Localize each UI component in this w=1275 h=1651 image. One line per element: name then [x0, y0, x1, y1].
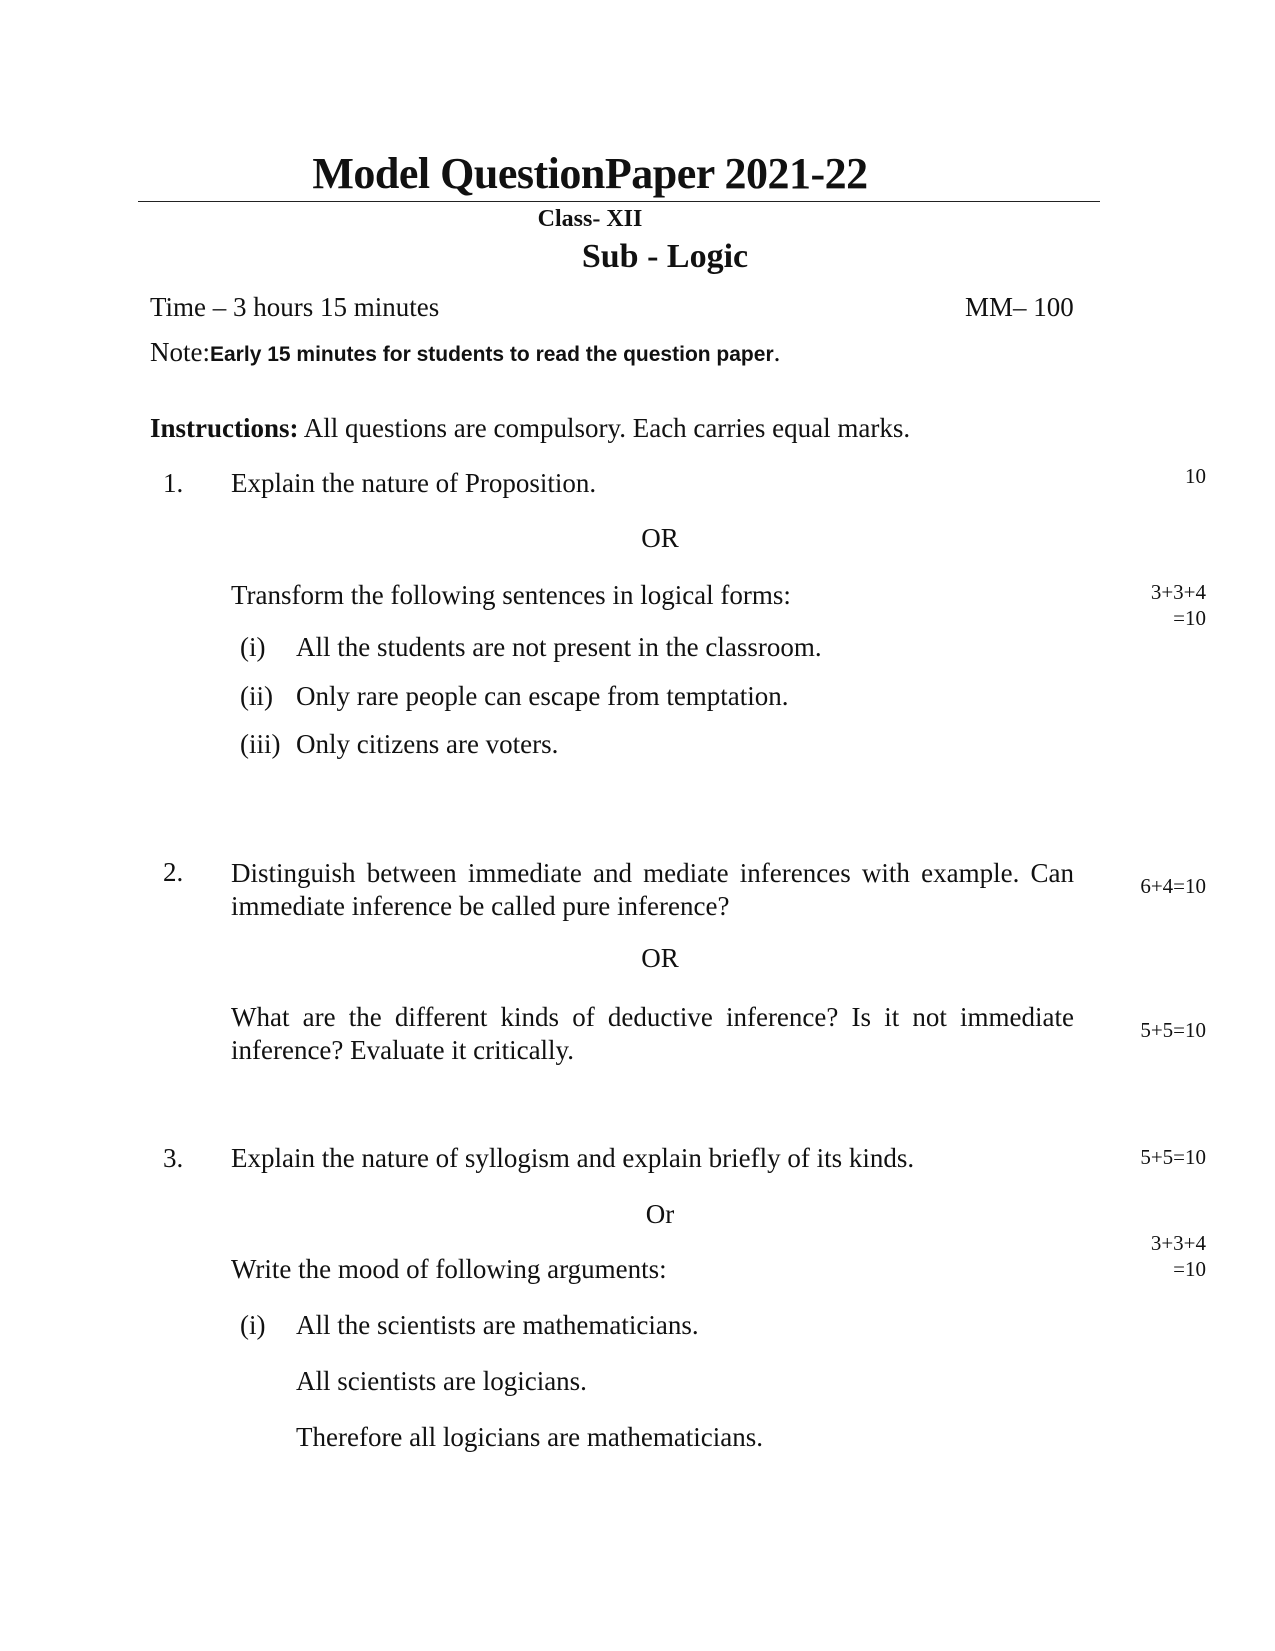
q1-sub-text: All the students are not present in the classroom.: [296, 632, 822, 662]
subject-label: Sub - Logic: [581, 238, 749, 275]
q3-argument-line: Therefore all logicians are mathematicians.: [296, 1422, 764, 1452]
q1-alt-marks-1: 3+3+4: [1150, 580, 1206, 604]
note-end: .: [773, 337, 781, 367]
q1-sub-label: (iii): [240, 729, 281, 759]
q3-text: Explain the nature of syllogism and explain briefly of its kinds.: [231, 1143, 915, 1173]
note-label: Note:: [150, 337, 210, 367]
q3-number: 3.: [163, 1143, 184, 1173]
class-label: Class- XII: [537, 206, 643, 232]
q3-argument-line: All the scientists are mathematicians.: [296, 1310, 699, 1340]
q1-sub-label: (ii): [240, 681, 273, 711]
q3-alt-text: Write the mood of following arguments:: [231, 1254, 667, 1284]
paper-title: Model QuestionPaper 2021-22: [312, 149, 868, 198]
q1-sub-text: Only rare people can escape from temptation.: [296, 681, 789, 711]
instructions: [150, 413, 910, 444]
q3-alt-marks-1: 3+3+4: [1150, 1231, 1206, 1255]
q3-argument-line: All scientists are logicians.: [296, 1366, 587, 1396]
title-divider: [138, 201, 1100, 202]
q1-or: OR: [641, 523, 679, 553]
max-marks: MM– 100: [965, 292, 1074, 322]
instructions-label: Instructions:: [150, 413, 299, 443]
q2-marks: 6+4=10: [1140, 874, 1206, 898]
q3-marks: 5+5=10: [1140, 1145, 1206, 1169]
q3-alt-marks-2: =10: [1173, 1257, 1206, 1281]
q1-alt-text: Transform the following sentences in logical forms:: [231, 580, 791, 610]
q1-alt-marks-2: =10: [1173, 606, 1206, 630]
q1-sub-text: Only citizens are voters.: [296, 729, 559, 759]
q2-or: OR: [641, 943, 679, 973]
q3-or: Or: [645, 1199, 675, 1229]
q1-sub-label: (i): [240, 632, 266, 662]
q2-alt-marks: 5+5=10: [1140, 1018, 1206, 1042]
time-allowed: Time – 3 hours 15 minutes: [150, 292, 440, 322]
q1-marks: 10: [1185, 464, 1206, 488]
q1-number: 1.: [163, 468, 184, 498]
note-text: Early 15 minutes for students to read the question paper: [210, 343, 774, 366]
q2-alt-text: What are the different kinds of deductive inference? Is it not immediate inference? Evaluate it critically.: [231, 1002, 1074, 1065]
q1-text: Explain the nature of Proposition.: [231, 468, 597, 498]
q3-sub-label: (i): [240, 1310, 266, 1340]
q2-number: 2.: [163, 857, 184, 887]
q2-text: Distinguish between immediate and mediate inferences with example. Can immediate inference be called pure inference?: [231, 858, 1074, 921]
note: [150, 337, 780, 368]
instructions-text: All questions are compulsory. Each carries equal marks.: [298, 413, 911, 443]
